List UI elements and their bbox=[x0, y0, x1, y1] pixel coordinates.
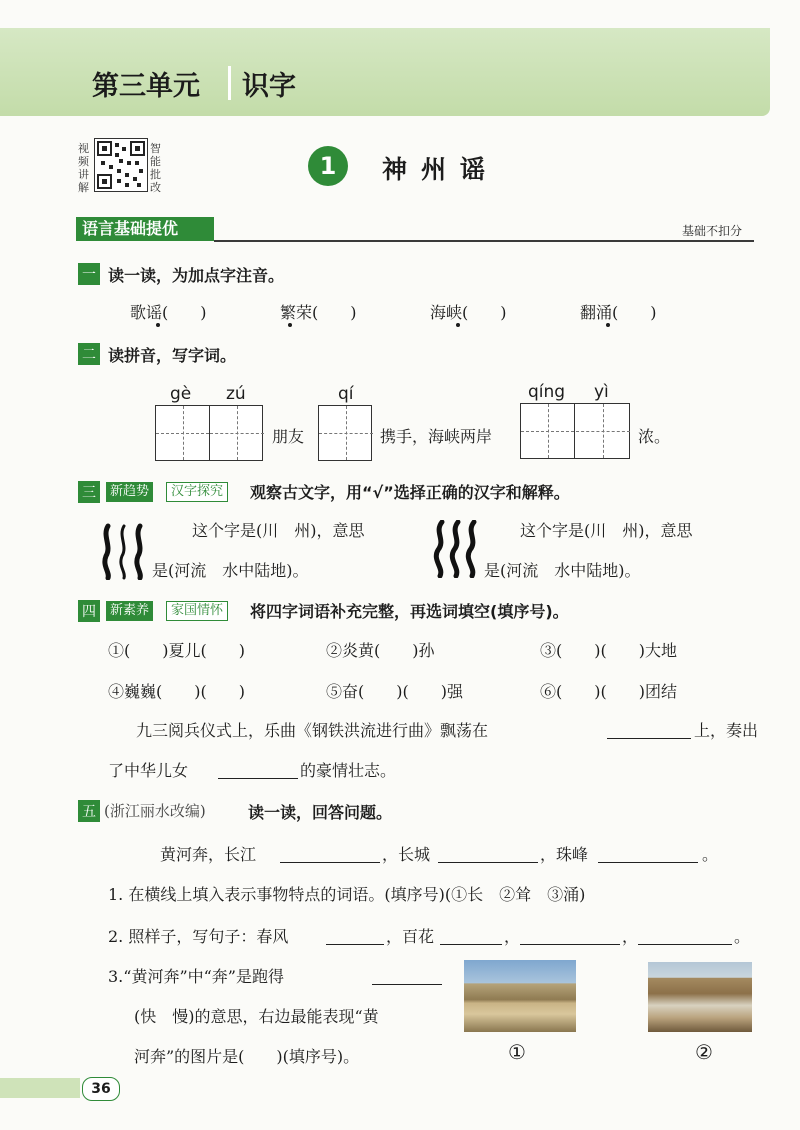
pinyin-3: qí bbox=[338, 384, 354, 404]
q4-idiom-2: ②炎黄( )孙 bbox=[326, 641, 435, 660]
q3-left-line-2: 是(河流 水中陆地)。 bbox=[152, 561, 309, 580]
question-2-title: 读拼音，写字词。 bbox=[108, 346, 237, 365]
ancient-character-icon bbox=[100, 522, 150, 584]
section-heading: 语言基础提优 bbox=[76, 217, 214, 241]
question-5-source: (浙江丽水改编) bbox=[104, 802, 206, 820]
emphasis-dot bbox=[606, 323, 610, 327]
photo-label-1: ① bbox=[508, 1040, 526, 1064]
answer-blank[interactable] bbox=[280, 862, 380, 863]
lesson-number-badge: 1 bbox=[308, 146, 348, 186]
q4-idiom-6: ⑥( )( )团结 bbox=[540, 682, 677, 701]
yellow-river-photo-1 bbox=[464, 960, 576, 1032]
question-number-1: 一 bbox=[78, 263, 100, 285]
q5-sub-2a: 2. 照样子，写句子：春风 bbox=[108, 927, 289, 946]
q4-paragraph-1b: 上，奏出 bbox=[694, 721, 759, 740]
pinyin-5: yì bbox=[594, 382, 609, 402]
answer-blank[interactable] bbox=[607, 738, 691, 739]
q4-paragraph-2b: 的豪情壮志。 bbox=[300, 761, 397, 780]
q5-line-1b: ，长城 bbox=[382, 845, 431, 864]
q3-right-line-2: 是(河流 水中陆地)。 bbox=[484, 561, 641, 580]
ancient-character-icon bbox=[432, 520, 484, 582]
q2-text-1: 朋友 bbox=[272, 427, 305, 446]
tag-hanzi: 汉字探究 bbox=[166, 482, 228, 502]
q5-sub-2b: ，百花 bbox=[386, 927, 435, 946]
pinyin-1: gè bbox=[170, 384, 192, 404]
unit-section: 识字 bbox=[242, 71, 296, 102]
pinyin-4: qíng bbox=[528, 382, 566, 402]
qr-right-label: 智能批改 bbox=[150, 142, 161, 194]
answer-blank[interactable] bbox=[438, 862, 538, 863]
q4-idiom-3: ③( )( )大地 bbox=[540, 641, 677, 660]
writing-grid[interactable] bbox=[520, 403, 630, 459]
q2-text-3: 浓。 bbox=[638, 427, 671, 446]
q5-sub-2d: ， bbox=[622, 927, 639, 946]
q5-sub-3a: 3.“黄河奔”中“奔”是跑得 bbox=[108, 967, 284, 986]
q1-item-3: 海峡( ) bbox=[430, 303, 507, 322]
yellow-river-photo-2 bbox=[648, 962, 752, 1032]
q4-paragraph-1a: 九三阅兵仪式上，乐曲《钢铁洪流进行曲》飘荡在 bbox=[136, 721, 489, 740]
q5-sub-3b: (快 慢)的意思，右边最能表现“黄 bbox=[134, 1007, 379, 1026]
q4-idiom-5: ⑤奋( )( )强 bbox=[326, 682, 463, 701]
q5-sub-3c: 河奔”的图片是( )(填序号)。 bbox=[134, 1047, 360, 1066]
photo-label-2: ② bbox=[695, 1040, 713, 1064]
answer-blank[interactable] bbox=[520, 944, 620, 945]
tag-new-trend: 新趋势 bbox=[106, 482, 153, 502]
answer-blank[interactable] bbox=[638, 944, 732, 945]
emphasis-dot bbox=[288, 323, 292, 327]
question-3-title: 观察古文字，用“√”选择正确的汉字和解释。 bbox=[250, 483, 570, 502]
q5-line-1a: 黄河奔，长江 bbox=[160, 845, 257, 864]
writing-grid[interactable] bbox=[318, 405, 372, 461]
q3-left-line-1: 这个字是(川 州)，意思 bbox=[192, 521, 365, 540]
banner-divider bbox=[228, 66, 231, 100]
tag-patriotism: 家国情怀 bbox=[166, 601, 228, 621]
section-rule bbox=[214, 240, 754, 242]
q5-line-1c: ，珠峰 bbox=[540, 845, 589, 864]
q3-right-line-1: 这个字是(川 州)，意思 bbox=[520, 521, 693, 540]
question-1-title: 读一读，为加点字注音。 bbox=[108, 266, 285, 285]
q4-idiom-4: ④巍巍( )( ) bbox=[108, 682, 245, 701]
qr-code-icon[interactable] bbox=[94, 138, 148, 192]
tag-new-literacy: 新素养 bbox=[106, 601, 153, 621]
q1-item-4: 翻涌( ) bbox=[580, 303, 657, 322]
emphasis-dot bbox=[156, 323, 160, 327]
writing-grid[interactable] bbox=[155, 405, 263, 461]
question-number-3: 三 bbox=[78, 481, 100, 503]
answer-blank[interactable] bbox=[218, 778, 298, 779]
question-number-2: 二 bbox=[78, 343, 100, 365]
answer-blank[interactable] bbox=[326, 944, 384, 945]
q5-sub-2e: 。 bbox=[734, 927, 751, 946]
question-4-title: 将四字词语补充完整，再选词填空(填序号)。 bbox=[250, 602, 569, 621]
page-number: 36 bbox=[82, 1077, 120, 1101]
q5-sub-1: 1. 在横线上填入表示事物特点的词语。(填序号)(①长 ②耸 ③涌) bbox=[108, 885, 586, 904]
q5-line-1d: 。 bbox=[702, 845, 719, 864]
q5-sub-2c: ， bbox=[504, 927, 521, 946]
question-number-5: 五 bbox=[78, 800, 100, 822]
page-bar bbox=[0, 1078, 80, 1098]
emphasis-dot bbox=[456, 323, 460, 327]
q2-text-2: 携手，海峡两岸 bbox=[380, 427, 493, 446]
qr-left-label: 视频讲解 bbox=[78, 142, 89, 194]
question-5-title: 读一读，回答问题。 bbox=[248, 803, 393, 822]
q4-idiom-1: ①( )夏儿( ) bbox=[108, 641, 245, 660]
answer-blank[interactable] bbox=[440, 944, 502, 945]
pinyin-2: zú bbox=[226, 384, 246, 404]
section-note: 基础不扣分 bbox=[682, 224, 743, 238]
q4-paragraph-2a: 了中华儿女 bbox=[108, 761, 189, 780]
answer-blank[interactable] bbox=[598, 862, 698, 863]
answer-blank[interactable] bbox=[372, 984, 442, 985]
lesson-title: 神州谣 bbox=[382, 155, 500, 184]
unit-title: 第三单元 bbox=[92, 71, 200, 102]
q1-item-1: 歌谣( ) bbox=[130, 303, 207, 322]
question-number-4: 四 bbox=[78, 600, 100, 622]
q1-item-2: 繁荣( ) bbox=[280, 303, 357, 322]
